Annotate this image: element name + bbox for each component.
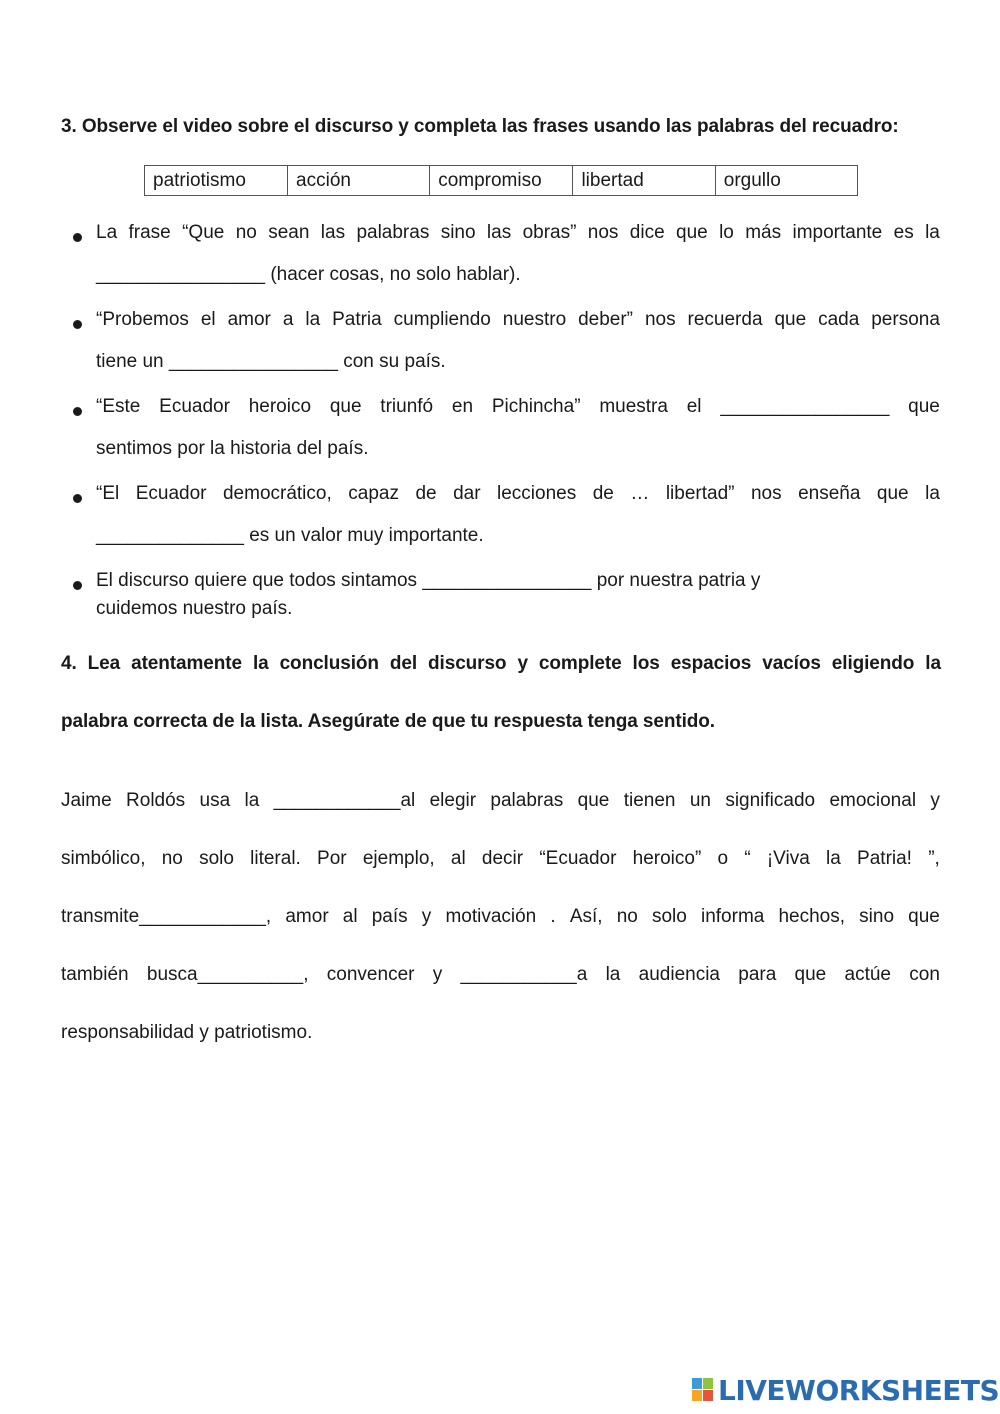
- word: lecciones: [497, 483, 577, 504]
- word: ________________: [720, 396, 890, 417]
- word: la: [925, 222, 940, 243]
- word: al: [342, 906, 358, 927]
- word: La: [96, 222, 118, 243]
- word: actúe: [844, 964, 891, 985]
- word: solo: [651, 906, 687, 927]
- word: persona: [871, 309, 940, 330]
- section-3-heading: 3. Observe el video sobre el discurso y completa las frases usando las palabras del recuadro:: [61, 116, 899, 137]
- logo-square: [692, 1390, 702, 1401]
- paragraph-line: [61, 964, 940, 1022]
- word: dice: [629, 222, 665, 243]
- bullet-line-2: tiene un ________________ con su país.: [96, 351, 446, 372]
- word: país: [371, 906, 408, 927]
- word: la: [826, 848, 841, 869]
- word: de: [415, 483, 437, 504]
- word: o: [717, 848, 729, 869]
- word: “Este: [96, 396, 141, 417]
- word: heroico”: [632, 848, 702, 869]
- bullet-line-1: [96, 309, 940, 331]
- word: la: [605, 964, 621, 985]
- word: del: [389, 653, 418, 674]
- word: informa: [700, 906, 765, 927]
- paragraph-line: [61, 906, 940, 964]
- bullet-item: [96, 483, 940, 547]
- word: discurso: [428, 653, 507, 674]
- word: para: [738, 964, 777, 985]
- word: las: [486, 222, 512, 243]
- word-bank-cell: acción: [288, 166, 430, 196]
- word: y: [517, 653, 528, 674]
- word: al: [450, 848, 466, 869]
- bullet-line-1: [96, 483, 940, 505]
- word: atentamente: [131, 653, 242, 674]
- bullet-line-1: El discurso quiere que todos sintamos ________________ por nuestra patria y: [96, 570, 761, 591]
- word: un: [689, 790, 711, 811]
- word: Patria!: [857, 848, 912, 869]
- word: en: [451, 396, 474, 417]
- word-bank-cell: libertad: [573, 166, 715, 196]
- word: convencer: [326, 964, 415, 985]
- logo-square: [703, 1378, 713, 1389]
- bullet-dot-icon: [73, 407, 82, 416]
- word: con: [909, 964, 940, 985]
- word: ¡Viva: [766, 848, 810, 869]
- word: que: [577, 790, 610, 811]
- word: nuestro: [502, 309, 567, 330]
- word: cumpliendo: [393, 309, 491, 330]
- word: Así,: [569, 906, 603, 927]
- word: también: [61, 964, 129, 985]
- word: la: [925, 483, 940, 504]
- word: Por: [317, 848, 347, 869]
- word: responsabilidad y patriotismo.: [61, 1022, 313, 1043]
- logo-square: [703, 1390, 713, 1401]
- word: emocional: [829, 790, 917, 811]
- word: y: [432, 964, 443, 985]
- liveworksheets-mark-icon: [692, 1378, 714, 1402]
- word: es: [893, 222, 914, 243]
- word: más: [745, 222, 782, 243]
- word: recuerda: [687, 309, 763, 330]
- word: lo: [719, 222, 734, 243]
- word: usa: [199, 790, 231, 811]
- word: conclusión: [279, 653, 379, 674]
- word: el: [200, 309, 216, 330]
- bullet-line-2: cuidemos nuestro país.: [96, 598, 293, 619]
- word: enseña: [798, 483, 861, 504]
- word: dar: [453, 483, 481, 504]
- word: que: [908, 396, 940, 417]
- word: Lea: [87, 653, 121, 674]
- word: transmite____________,: [61, 906, 272, 927]
- word: a: [282, 309, 294, 330]
- word: sino: [440, 222, 476, 243]
- word: elegir: [429, 790, 477, 811]
- word: heroico: [248, 396, 312, 417]
- bullet-line-1: [96, 222, 940, 244]
- bullet-item: [96, 309, 940, 373]
- word: capaz: [348, 483, 399, 504]
- word: ____________al: [273, 790, 416, 811]
- word-bank-cell: patriotismo: [145, 166, 288, 196]
- bullet-line-1: [96, 396, 940, 418]
- word-bank-cell: orgullo: [715, 166, 857, 196]
- word: ejemplo,: [362, 848, 435, 869]
- paragraph-line: [61, 790, 940, 848]
- word: las: [320, 222, 346, 243]
- word: literal.: [250, 848, 301, 869]
- liveworksheets-logo: [692, 1374, 999, 1406]
- word: no: [616, 906, 638, 927]
- bullet-line-2: ______________ es un valor muy importante.: [96, 525, 484, 546]
- word-bank-cell: compromiso: [430, 166, 573, 196]
- word: “Probemos: [96, 309, 189, 330]
- word: que: [876, 483, 909, 504]
- word: tienen: [623, 790, 676, 811]
- word: democrático,: [222, 483, 332, 504]
- word-bank-table: [144, 165, 858, 196]
- word: ___________a: [460, 964, 588, 985]
- word: Ecuador: [135, 483, 207, 504]
- bullet-line-2: ________________ (hacer cosas, no solo hablar).: [96, 264, 521, 285]
- word: cada: [818, 309, 860, 330]
- logo-text: LIVEWORKSHEETS: [718, 1373, 1000, 1407]
- word: el: [686, 396, 702, 417]
- word: y: [421, 906, 432, 927]
- word: deber”: [578, 309, 633, 330]
- word: nos: [644, 309, 676, 330]
- bullet-item: [96, 396, 940, 460]
- word: y: [930, 790, 940, 811]
- word: Roldós: [126, 790, 186, 811]
- word: vacíos: [762, 653, 821, 674]
- word: …: [630, 483, 650, 504]
- paragraph-line: [61, 848, 940, 906]
- word: los: [632, 653, 660, 674]
- bullet-dot-icon: [73, 581, 82, 590]
- word: no: [161, 848, 183, 869]
- word: espacios: [670, 653, 752, 674]
- word: “Ecuador: [539, 848, 617, 869]
- word: obras”: [522, 222, 577, 243]
- word: solo: [199, 848, 234, 869]
- word: la: [925, 653, 941, 674]
- word: amor: [227, 309, 271, 330]
- word: muestra: [599, 396, 668, 417]
- word: significado: [725, 790, 816, 811]
- word: no: [235, 222, 257, 243]
- word: Ecuador: [159, 396, 230, 417]
- bullet-item: [96, 222, 940, 286]
- word: que: [774, 309, 807, 330]
- bullet-dot-icon: [73, 320, 82, 329]
- word: que: [329, 396, 362, 417]
- word: 4.: [61, 653, 77, 674]
- word: triunfó: [380, 396, 434, 417]
- word: importante: [792, 222, 883, 243]
- word: frase: [128, 222, 171, 243]
- word: Pichincha”: [491, 396, 581, 417]
- word: nos: [587, 222, 619, 243]
- word: libertad”: [665, 483, 735, 504]
- word: Patria: [332, 309, 382, 330]
- word: decir: [481, 848, 524, 869]
- conclusion-paragraph: [61, 790, 940, 1080]
- section-4-heading-line-2: palabra correcta de la lista. Asegúrate de que tu respuesta tenga sentido.: [61, 711, 715, 732]
- word: complete: [538, 653, 622, 674]
- word: “Que: [182, 222, 225, 243]
- word: motivación: [445, 906, 537, 927]
- bullet-dot-icon: [73, 494, 82, 503]
- word: amor: [285, 906, 329, 927]
- word: que: [676, 222, 708, 243]
- bullet-line-2: sentimos por la historia del país.: [96, 438, 369, 459]
- word: palabras: [356, 222, 430, 243]
- word: “El: [96, 483, 120, 504]
- word: de: [592, 483, 614, 504]
- word: Jaime: [61, 790, 112, 811]
- word: audiencia: [638, 964, 720, 985]
- word: palabras: [490, 790, 564, 811]
- word: que: [794, 964, 827, 985]
- word: ”,: [928, 848, 940, 869]
- word: hechos,: [778, 906, 846, 927]
- word: sean: [268, 222, 310, 243]
- word: que: [908, 906, 940, 927]
- logo-square: [692, 1378, 702, 1389]
- word: la: [305, 309, 321, 330]
- section-4-heading-line-1: [61, 653, 941, 675]
- bullet-item: [96, 570, 940, 620]
- word: simbólico,: [61, 848, 146, 869]
- word: .: [550, 906, 556, 927]
- word: la: [244, 790, 260, 811]
- word: nos: [750, 483, 782, 504]
- word: busca__________,: [146, 964, 309, 985]
- word: la: [252, 653, 269, 674]
- word: sino: [859, 906, 895, 927]
- word: “: [744, 848, 751, 869]
- bullet-dot-icon: [73, 233, 82, 242]
- paragraph-line: [61, 1022, 940, 1080]
- word: eligiendo: [831, 653, 915, 674]
